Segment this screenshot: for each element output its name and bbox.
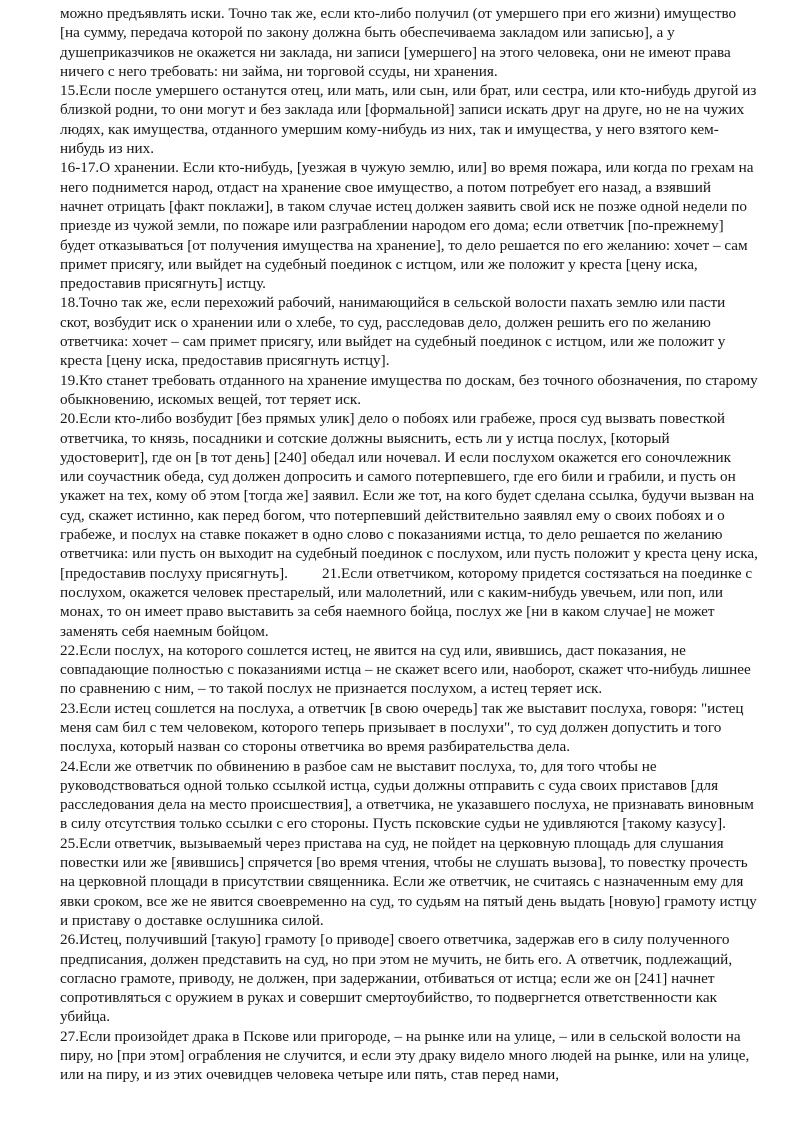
paragraph-22: 22.Если послух, на которого сошлется истец, не явится на суд или, явившись, даст показания, не совпадающие полностью с показаниями истца – не скажет всего или, наоборот, скажет что-нибудь лишнее по сравнению с ним, – то такой послух не признается послухом, а истец теряет иск.	[60, 641, 751, 698]
paragraph-20: 20.Если кто-либо возбудит [без прямых улик] дело о побоях или грабеже, прося суд вызвать повесткой ответчика, то князь, посадники и сотские должны выяснить, есть ли у истца послух, [который удостоверит], где он [в тот день] [240] обедал или ночевал. И если послухом окажется его соночлежник или соучастник обеда, суд должен допросить и самого потерпевшего, где его били и грабили, и пусть он укажет на тех, кому об этом [тогда же] заявил. Если же тот, на кого будет сделана ссылка, будучи вызван на суд, скажет истинно, как перед богом, что потерпевший действительно заявлял ему о своих побоях и о грабеже, и послух на ставке покажет в одно слово с показаниями истца, то дело решается по желанию ответчика: или пусть он выходит на судебный поединок с послухом, или пусть положит у креста цену иска, [предоставив послуху присягнуть].	[60, 410, 758, 582]
paragraph-25: 25.Если ответчик, вызываемый через пристава на суд, не пойдет на церковную площадь для слушания повестки или же [явившись] спрячется [во время чтения, чтобы не слушать вызова], то повестку прочесть на церковной площади в присутствии священника. Если же ответчик, не считаясь с назначенным ему для явки сроком, все же не явится своевременно на суд, то судьям на пятый день выдать [новую] грамоту истцу и приставу о доставке ослушника силой.	[60, 834, 757, 929]
paragraph-16-17: 16-17.О хранении. Если кто-нибудь, [уезжая в чужую землю, или] во время пожара, или когда по грехам на него поднимется народ, отдаст на хранение свое имущество, а потом потребует его назад, а взявший начнет отрицать [факт поклажи], в таком случае истец должен заявить свой иск не позже одной недели по приезде из чужой земли, по пожаре или разграблении народом его дома; если ответчик [по-прежнему] будет отказываться [от получения имущества на хранение], то дело решается по его желанию: хочет – сам примет присягу, или выйдет на судебный поединок с истцом, или же положит у креста [цену иска, предоставив присягнуть] истцу.	[60, 159, 754, 293]
paragraph-14-continued: можно предъявлять иски. Точно так же, если кто-либо получил (от умершего при его жизни) имущество [на сумму, передача которой по закону должна быть обеспечиваема закладом или записью], а у душеприказчиков не окажется ни заклада, ни записи [умершего] на этого человека, они не имеют права ничего с него требовать: ни займа, ни торговой ссуды, ни хранения.	[60, 5, 737, 80]
paragraph-19: 19.Кто станет требовать отданного на хранение имущества по доскам, без точного обозначения, по старому обыкновению, искомых вещей, тот теряет иск.	[60, 371, 758, 408]
paragraph-27: 27.Если произойдет драка в Пскове или пригороде, – на рынке или на улице, – или в сельской волости на пиру, но [при этом] ограбления не случится, и если эту драку видело много людей на рынке, или на улице, или на пиру, и из этих очевидцев человека четыре или пять, став перед нами,	[60, 1027, 750, 1084]
paragraph-23: 23.Если истец сошлется на послуха, а ответчик [в свою очередь] так же выставит послуха, говоря: "истец меня сам бил с тем человеком, которого теперь призывает в послухи", то суд должен допустить и того послуха, который назван со стороны ответчика во время разбирательства дела.	[60, 699, 744, 756]
paragraph-15: 15.Если после умершего останутся отец, или мать, или сын, или брат, или сестра, или кто-нибудь другой из близкой родни, то они могут и без заклада или [формальной] записи искать друг на друге, но не на чужих людях, как имущества, отданного умершим кому-нибудь из них, так и имущества, у него взятого кем-нибудь из них.	[60, 82, 757, 158]
paragraph-21: 21.Если ответчиком, которому придется состязаться на поединке с послухом, окажется человек престарелый, или малолетний, или с каким-нибудь увечьем, или поп, или монах, то он имеет право выставить за себя наемного бойца, послух же [ни в каком случае] не может заменять себя наемным бойцом.	[60, 564, 753, 640]
paragraph-26: 26.Истец, получивший [такую] грамоту [о приводе] своего ответчика, задержав его в силу полученного предписания, должен представить на суд, но при этом не мучить, не бить его. А ответчик, подлежащий, согласно грамоте, приводу, не должен, при задержании, отбиваться от истца; если же он [241] начнет сопротивляться с оружием в руках и совершит смертоубийство, то подвергнется ответственности как убийца.	[60, 931, 733, 1026]
paragraph-18: 18.Точно так же, если перехожий рабочий, нанимающийся в сельской волости пахать землю или пасти скот, возбудит иск о хранении или о хлебе, то суд, расследовав дело, должен решить его по желанию ответчика: хочет – сам примет присягу, или выйдет на судебный поединок с истцом, или же положит у креста [цену иска, предоставив присягнуть истцу].	[60, 294, 726, 370]
paragraph-20-21	[60, 409, 758, 641]
paragraph-24: 24.Если же ответчик по обвинению в разбое сам не выставит послуха, то, для того чтобы не руководствоваться одной только ссылкой истца, судьи должны отправить с суда своих приставов [для расследования дела на место происшествия], а ответчика, не указавшего послуха, не признавать виновным в силу отсутствия только ссылки с его стороны. Пусть псковские судьи не удивляются [такому казусу].	[60, 757, 754, 833]
